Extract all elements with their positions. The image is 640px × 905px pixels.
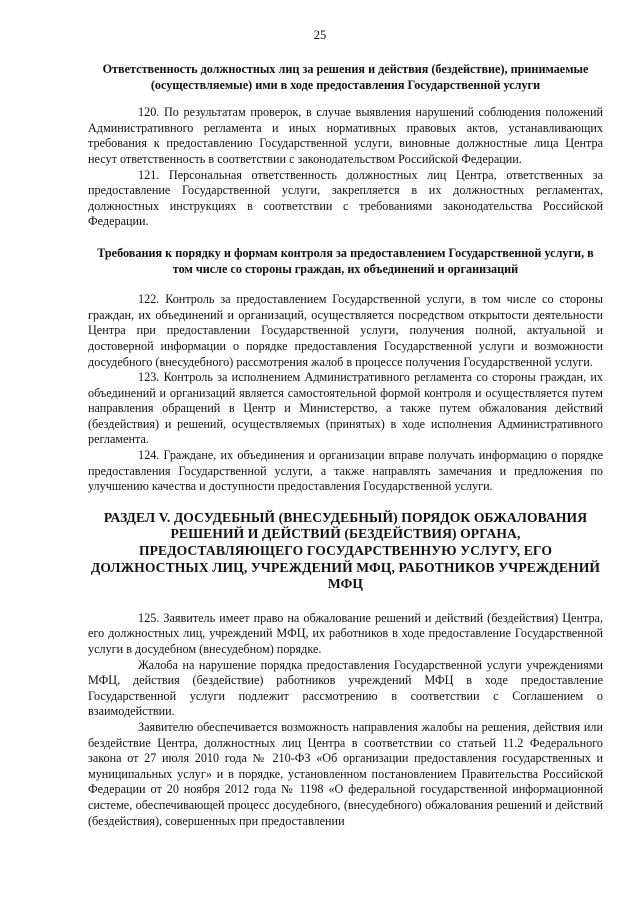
section-heading-responsibility: Ответственность должностных лиц за решения и действия (бездействие), принимаемые (осуществляемые) ими в ходе предоставления Государственной услуги (102, 62, 589, 92)
section-heading-control: Требования к порядку и формам контроля за предоставлением Государственной услуги, в том числе со стороны граждан, их объединений и организаций (97, 245, 594, 276)
paragraph-120: 120. По результатам проверок, в случае выявления нарушений соблюдения положений Административного регламента и иных нормативных правовых актов, устанавливающих требования к предоставлению Государственной услуги, виновные должностные лица Центра несут ответственность в соответствии с законодательством Российской Федерации. (88, 105, 603, 166)
paragraph-121: 121. Персональная ответственность должностных лиц Центра, ответственных за предоставление Государственной услуги, закрепляется в их должностных регламентах, должностных инструкциях в соответствии с требованиями законодательства Российской Федерации. (88, 167, 603, 229)
paragraph-complaint-system: Заявителю обеспечивается возможность направления жалобы на решения, действия или бездействие Центра, должностных лиц Центра в соответствии со статьей 11.2 Федерального закона от 27 июля 2010 года № 210-ФЗ «Об организации предоставления государственных и муниципальных услуг» и в порядке, установленном постановлением Правительства Российской Федерации от 20 ноября 2012 года № 1198 «О федеральной государственной информационной системе, обеспечивающей процесс досудебного, (внесудебного) обжалования решений и действий (бездействия), совершенных при предоставлении (88, 719, 603, 828)
paragraph-125: 125. Заявитель имеет право на обжалование решений и действий (бездействия) Центра, его должностных лиц, учреждений МФЦ, их работников в ходе предоставление Государственной услуги в досудебном (внесудебном) порядке. (88, 610, 603, 656)
paragraph-122: 122. Контроль за предоставлением Государственной услуги, в том числе со стороны граждан, их объединений и организаций, осуществляется посредством открытости деятельности Центра при предоставлении Государственной услуги, получения полной, актуальной и достоверной информации о порядке предоставления Государственной услуги и возможности досудебного (внесудебного) рассмотрения жалоб в процессе получения Государственной услуги. (88, 292, 603, 369)
section-heading-razdel-v: РАЗДЕЛ V. ДОСУДЕБНЫЙ (ВНЕСУДЕБНЫЙ) ПОРЯДОК ОБЖАЛОВАНИЯ РЕШЕНИЙ И ДЕЙСТВИЙ (БЕЗДЕЙСТВИЯ) ОРГАНА, ПРЕДОСТАВЛЯЮЩЕГО ГОСУДАРСТВЕННУЮ УСЛУГУ, ЕГО ДОЛЖНОСТНЫХ ЛИЦ, УЧРЕЖДЕНИЙ МФЦ, РАБОТНИКОВ УЧРЕЖДЕНИЙ МФЦ (90, 509, 601, 592)
page-number: 25 (313, 28, 327, 42)
paragraph-124: 124. Граждане, их объединения и организации вправе получать информацию о порядке предоставления Государственной услуги, а также направлять замечания и предложения по улучшению качества и доступности предоставления Государственной услуги. (88, 448, 603, 494)
paragraph-123: 123. Контроль за исполнением Административного регламента со стороны граждан, их объединений и организаций является самостоятельной формой контроля и осуществляется путем направления обращений в Центр и Министерство, а также путем обжалования действий (бездействия) и решений, осуществляемых (принятых) в ходе исполнения Административного регламента. (88, 370, 603, 447)
paragraph-complaint-mfc: Жалоба на нарушение порядка предоставления Государственной услуги учреждениями МФЦ, действия (бездействие) работников учреждений МФЦ в ходе предоставление Государственной услуги подлежит рассмотрению в соответствии с Соглашением о взаимодействии. (88, 657, 603, 719)
page-content (88, 62, 603, 829)
